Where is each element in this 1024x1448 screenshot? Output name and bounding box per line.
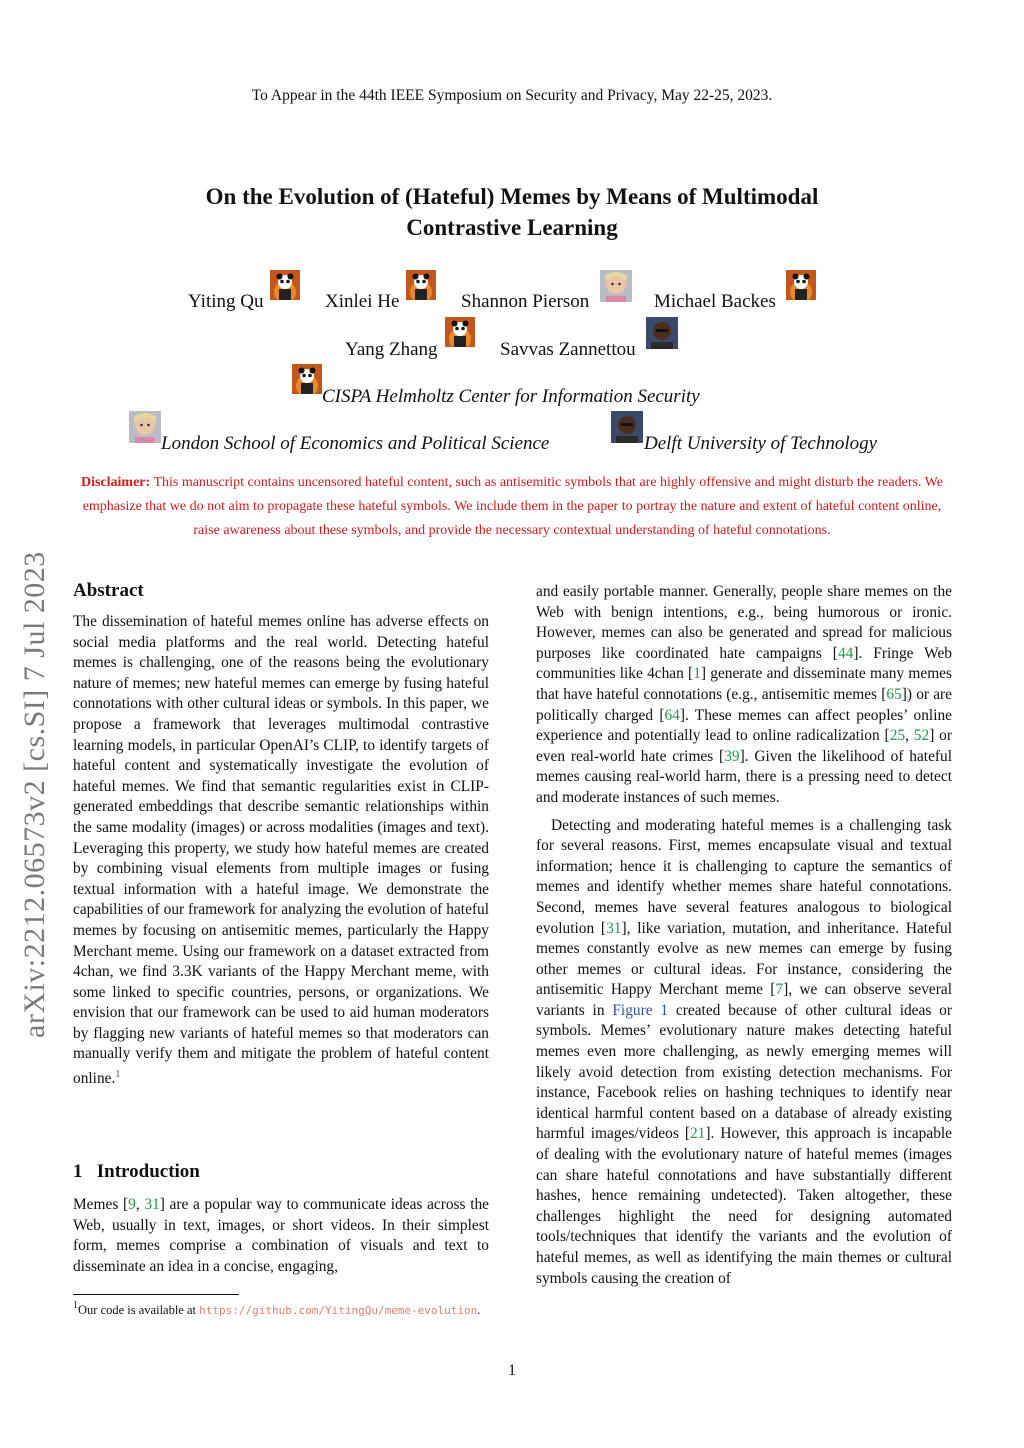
- author-name: Yang Zhang: [345, 339, 438, 360]
- citation-link[interactable]: 65: [886, 685, 902, 703]
- abstract-text: The dissemination of hateful memes online has adverse effects on social media platforms and the real world. Detecting hateful memes is challenging, one of the reasons being the evolutionary nature of memes; new hateful memes can emerge by fusing hateful connotations with other cultural ideas or symbols. In this paper, we propose a framework that leverages multimodal contrastive learning models, in particular OpenAI’s CLIP, to identify targets of hateful content and systematically investigate the evolution of hateful memes. We find that semantic regularities exist in CLIP-generated embeddings that describe semantic relationships within the same modality (images) or across modalities (images and text). Leveraging this property, we study how hateful memes are created by combining visual elements from multiple images or fusing textual information with a hateful image. We demonstrate the capabilities of our framework for analyzing the evolution of hateful memes by focusing on antisemitic memes, particularly the Happy Merchant meme. Using our framework on a dataset extracted from 4chan, we find 3.3K variants of the Happy Merchant meme, with some linked to specific countries, persons, or organizations. We envision that our framework can be used to aid human moderators by flagging new variants of hateful memes so that moderators can manually verify them and mitigate the problem of hateful content online.: [73, 613, 489, 1088]
- citation-link[interactable]: 31: [606, 919, 622, 937]
- abstract-heading: Abstract: [73, 580, 144, 601]
- disclaimer: [72, 471, 952, 543]
- citation-link[interactable]: 1: [693, 665, 701, 683]
- author-name: Shannon Pierson: [461, 291, 590, 312]
- citation-link[interactable]: 31: [144, 1196, 160, 1213]
- man-avatar-icon: [646, 317, 676, 347]
- disclaimer-label: Disclaimer:: [80, 475, 151, 490]
- intro-right-column: and easily portable manner. Generally, people share memes on the Web with benign intentions, e.g., being humorous or ironic. However, memes can also be generated and spread for malicious purposes like coordinated hate campaigns [44]. Fringe Web communities like 4chan [1] generate and disseminate many memes that have hateful connotations (e.g., antisemitic memes [65]) or are politically charged [64]. These memes can affect peoples’ online experience and potentially lead to online radicalization [25, 52] or even real-world hate crimes [39]. Given the likelihood of hateful memes causing real-world harm, there is a pressing need to detect and moderate instances of such memes. Detecting and moderating hateful memes is a challenging task for several reasons. First, memes encapsulate visual and textual information; hence it is challenging to capture the semantics of memes and identify whether memes share hateful connotations. Second, memes have several features analogous to biological evolution [31], like variation, mutation, and inheritance. Hateful memes constantly evolve as new memes can emerge by fusing other memes or cultural ideas. For instance, considering the antisemitic Happy Merchant meme [7], we can observe several variants in Figure 1 created because of other cultural ideas or symbols. Memes’ evolutionary nature makes detecting hateful memes even more challenging, as newly emerging memes will likely avoid detection from existing detection mechanisms. For instance, Facebook relies on hashing techniques to identify near identical harmful content based on a database of already existing harmful images/videos [21]. However, this approach is incapable of dealing with the evolutionary nature of hateful memes (images can share hateful connotations and have substantially different hashes, hence remaining undetected). Taken altogether, these challenges highlight the need for designing automated tools/techniques that identify the variants and the evolution of hateful memes, as well as identifying the main themes or cultural symbols causing the creation of: [536, 583, 953, 1287]
- abstract-body: [73, 612, 489, 1090]
- girl-avatar-icon: [129, 411, 159, 441]
- citation-link[interactable]: 9: [128, 1196, 136, 1213]
- conference-note: To Appear in the 44th IEEE Symposium on Security and Privacy, May 22-25, 2023.: [251, 87, 773, 104]
- author-name: Michael Backes: [654, 291, 776, 312]
- paper-title: On the Evolution of (Hateful) Memes by Means of Multimodal Contrastive Learning: [205, 184, 819, 240]
- affiliation: CISPA Helmholtz Center for Information Security: [322, 386, 700, 407]
- footnote-divider: [73, 1294, 239, 1295]
- footnote: $^1$Our code is available at https://github.com/YitingQu/meme-evolution.: [73, 1300, 481, 1317]
- panda-emblem-icon: [786, 270, 816, 300]
- citation-link[interactable]: 44: [837, 644, 854, 662]
- citation-link[interactable]: 64: [664, 706, 680, 724]
- disclaimer-text: This manuscript contains uncensored hateful content, such as antisemitic symbols that are highly offensive and might disturb the readers. We emphasize that we do not aim to propagate these hateful symbols. We include them in the paper to portray the nature and extent of hateful content online, raise awareness about these symbols, and provide the necessary contextual understanding of hateful connotations.: [82, 475, 943, 538]
- intro-paragraph: Memes [9, 31] are a popular way to communicate ideas across the Web, usually in text, images, or short videos. In their simplest form, memes comprise a combination of visuals and text to disseminate an idea in a concise, engaging,: [73, 1196, 490, 1275]
- girl-avatar-icon: [600, 270, 630, 300]
- panda-emblem-icon: [445, 317, 475, 347]
- author-name: Savvas Zannettou: [500, 339, 636, 360]
- panda-emblem-icon: [292, 364, 322, 394]
- citation-link[interactable]: 21: [689, 1125, 706, 1143]
- figure-reference-link[interactable]: Figure 1: [612, 1001, 669, 1019]
- affiliation: London School of Economics and Political Science: [161, 433, 550, 454]
- section-heading-introduction: 1 Introduction: [73, 1161, 200, 1182]
- page-number: 1: [508, 1362, 516, 1379]
- man-avatar-icon: [611, 411, 641, 441]
- panda-emblem-icon: [406, 270, 436, 300]
- author-name: Xinlei He: [325, 291, 400, 312]
- author-name: Yiting Qu: [188, 291, 264, 312]
- arxiv-identifier: arXiv:2212.06573v2 [cs.SI] 7 Jul 2023: [18, 551, 51, 1038]
- citation-link[interactable]: 39: [724, 747, 740, 765]
- affiliation: Delft University of Technology: [644, 433, 878, 454]
- citation-link[interactable]: 7: [775, 981, 784, 999]
- code-repository-link[interactable]: https://github.com/YitingQu/meme-evolution: [199, 1304, 478, 1317]
- panda-emblem-icon: [270, 270, 300, 300]
- citation-link[interactable]: 52: [913, 727, 930, 745]
- footnote-marker[interactable]: 1: [115, 1069, 121, 1081]
- citation-link[interactable]: 25: [889, 727, 906, 745]
